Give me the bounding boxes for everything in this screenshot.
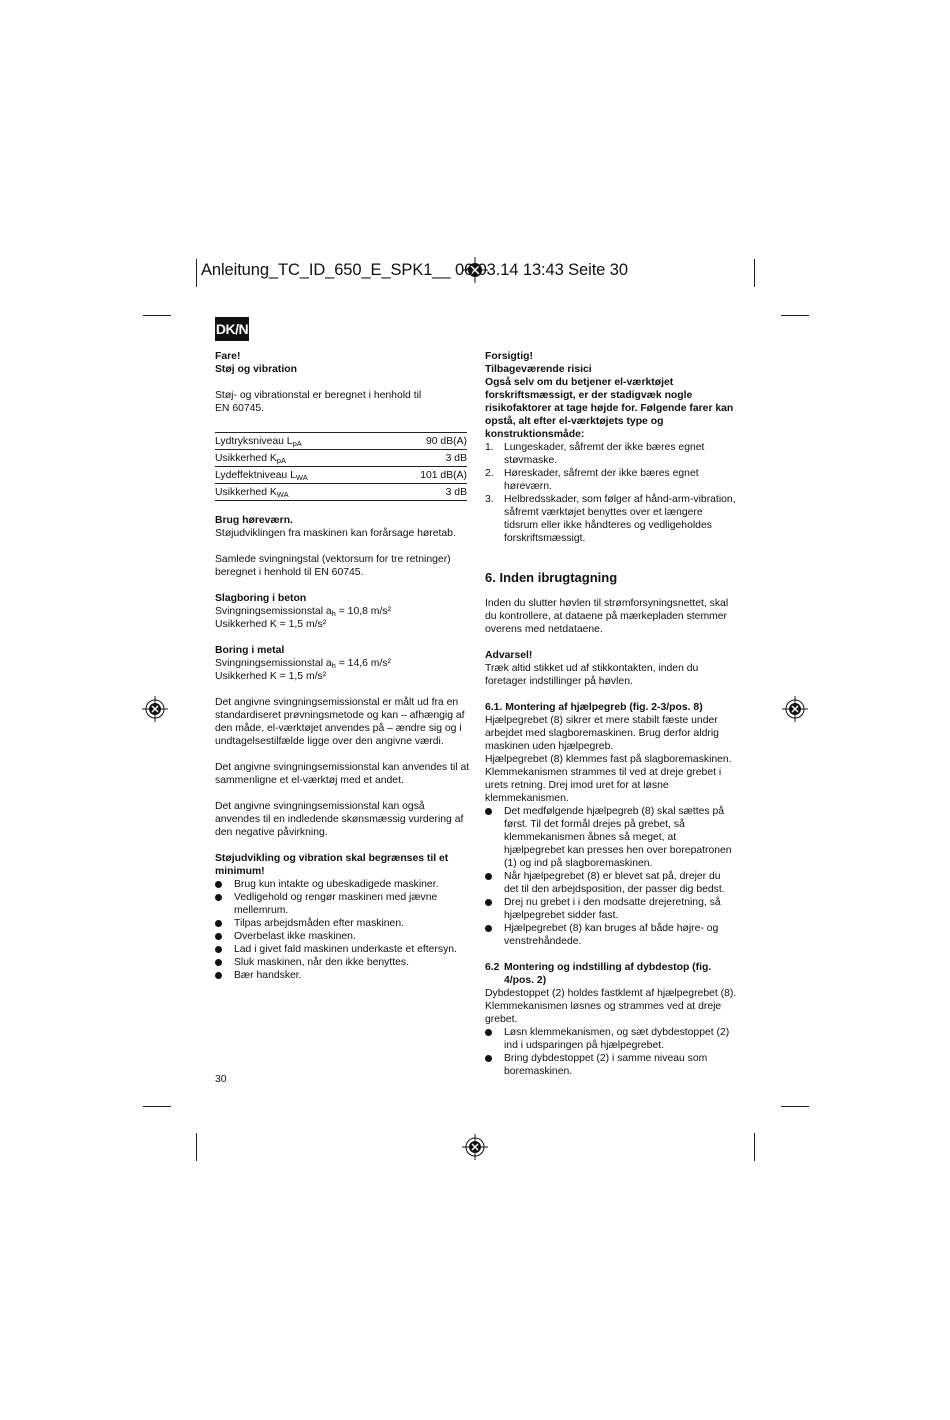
table-row (215, 467, 467, 484)
crop-mark (754, 1133, 755, 1161)
header-text-b: 13:43 Seite 30 (518, 261, 628, 279)
crop-mark (143, 1106, 171, 1107)
advarsel-text: Træk altid stikket ud af stikkontakten, inden du foretager indstillinger på høvlen. (485, 663, 699, 687)
paragraph-compare: Det angivne svingningsemissionstal kan anvendes til at sammenligne et el-værktøj med et andet. (215, 762, 470, 786)
list-item: 3. Helbredsskader, som følger af hånd-arm-vibration, såfremt værktøjet benyttes over et længere tidsrum eller ikke håndteres og vedligeholdes forskriftsmæssigt. (485, 494, 736, 544)
crop-mark (754, 259, 755, 287)
table-label: Lydtryksniveau L (215, 436, 293, 447)
slag-heading: Slagboring i beton (215, 593, 307, 604)
table-label: Lydeffektniveau L (215, 470, 296, 481)
metal-line-2: Usikkerhed K = 1,5 m/s² (215, 671, 327, 682)
list-item: Vedligehold og rengør maskinen med jævne mellemrum. (215, 891, 471, 917)
list-item: Lad i givet fald maskinen underkaste et eftersyn. (215, 943, 471, 956)
registration-mark-icon (782, 696, 808, 722)
subsection-6-2-list (485, 1026, 737, 1078)
crop-mark (196, 259, 197, 287)
risici-intro: Også selv om du betjener el-værktøjet forskriftsmæssigt, er der stadigvæk nogle risikofaktorer at tage højde for. Følgende farer kan opstå, alt efter el-værktøjets type og konstruktionsmåde: (485, 377, 734, 440)
list-item: Bring dybdestoppet (2) i samme niveau som boremaskinen. (485, 1052, 737, 1078)
subsection-6-1-list (485, 805, 737, 948)
paragraph-assessment: Det angivne svingningsemissionstal kan også anvendes til en indledende skønsmæssig vurdering af den negative påvirkning. (215, 801, 464, 838)
table-label-sub: WA (276, 490, 289, 499)
registration-mark-icon (142, 696, 168, 722)
crop-mark (143, 315, 171, 316)
slag-line-1: Svingningsemissionstal $a_h = 10,8$ m/s² (215, 606, 391, 618)
list-item: Løsn klemmekanismen, og sæt dybdestoppet (2) ind i udsparingen på hjælpegrebet. (485, 1026, 737, 1052)
risici-heading: Tilbageværende risici (485, 364, 592, 375)
table-value: 101 dB(A) (420, 470, 467, 481)
list-item: Brug kun intakte og ubeskadigede maskiner. (215, 878, 471, 891)
metal-line-1: Svingningsemissionstal $a_h = 14,6$ m/s² (215, 658, 391, 670)
page-number: 30 (215, 1074, 227, 1085)
table-row (215, 484, 467, 501)
risk-list (485, 441, 737, 545)
table-label-sub: pA (292, 439, 302, 448)
brug-heading: Brug høreværn. (215, 515, 293, 526)
header-text-a: Anleitung_TC_ID_650_E_SPK1__ 06.0 (201, 261, 487, 279)
print-slug-header (201, 261, 628, 280)
subsection-6-1-text-2: Hjælpegrebet (8) klemmes fast på slagboremaskinen. Klemmekanismen strammes til ved at dreje grebet i urets retning. Drej imod uret for at løsne klemmekanismen. (485, 754, 732, 804)
header-text-mid: 3.14 (486, 261, 519, 279)
list-item: Tilpas arbejdsmåden efter maskinen. (215, 917, 471, 930)
subsection-number: 6.2 (485, 962, 500, 973)
list-item: Hjælpegrebet (8) kan bruges af både højre- og venstrehåndede. (485, 922, 737, 948)
table-label: Usikkerhed K (215, 487, 277, 498)
list-item: 2. Høreskader, såfremt der ikke bæres egnet høreværn. (485, 468, 699, 492)
subsection-title: Montering og indstilling af dybdestop (fig. 4/pos. 2) (504, 962, 712, 986)
list-item: Når hjælpegrebet (8) er blevet sat på, drejer du det til den arbejdsposition, der passer dig bedst. (485, 870, 737, 896)
inden-text: Inden du slutter høvlen til strømforsyningsnettet, skal du kontrollere, at dataene på mærkepladen stemmer overens med netdataene. (485, 598, 729, 635)
advarsel-heading: Advarsel! (485, 650, 533, 661)
list-item: Drej nu grebet i i den modsatte drejeretning, så hjælpegrebet sidder fast. (485, 896, 737, 922)
crop-mark (781, 1106, 809, 1107)
table-label-sub: pA (276, 456, 286, 465)
left-column (215, 350, 471, 982)
crop-mark (196, 1133, 197, 1161)
right-column (485, 350, 737, 1078)
slag-line-2: Usikkerhed K = 1,5 m/s² (215, 619, 327, 630)
paragraph-measurement: Det angivne svingningsemissionstal er målt ud fra en standardiseret prøvningsmetode og kan – afhængig af den måde, el-værktøjet anvendes på – ændre sig og i undtagelsestilfælde ligge over den angivne værdi. (215, 697, 465, 747)
subsection-6-1-heading: 6.1. Montering af hjælpegreb (fig. 2-3/pos. 8) (485, 702, 703, 713)
minimum-list (215, 878, 471, 982)
list-item: 1. Lungeskader, såfremt der ikke bæres egnet støvmaske. (485, 442, 705, 466)
language-badge: DK/N (215, 317, 249, 341)
subsection-6-2-text: Dybdestoppet (2) holdes fastklemt af hjælpegrebet (8). Klemmekanismen løsnes og strammes ved at dreje grebet. (485, 988, 737, 1025)
minimum-heading: Støjudvikling og vibration skal begrænses til et minimum! (215, 853, 449, 877)
table-value: 3 dB (445, 453, 467, 464)
noise-table (215, 432, 467, 501)
list-item: Det medfølgende hjælpegreb (8) skal sættes på først. Til det formål drejes på grebet, så klemmekanismen åbnes så meget, at hjælpegrebet kan presses hen over borepatronen (1) og ind på slagboremaskinen. (485, 805, 737, 870)
registration-mark-icon (462, 1134, 488, 1160)
table-row (215, 450, 467, 467)
table-row (215, 433, 467, 450)
list-item: Sluk maskinen, når den ikke benyttes. (215, 956, 471, 969)
stoj-heading: Støj og vibration (215, 364, 297, 375)
table-label: Usikkerhed K (215, 453, 277, 464)
section-heading: 6. Inden ibrugtagning (485, 570, 618, 585)
table-label-sub: WA (295, 473, 308, 482)
brug-text: Støjudviklingen fra maskinen kan forårsage høretab. (215, 528, 456, 539)
list-item: Bær handsker. (215, 969, 471, 982)
table-value: 3 dB (445, 487, 467, 498)
fare-heading: Fare! (215, 351, 241, 362)
list-item: Overbelast ikke maskinen. (215, 930, 471, 943)
crop-mark (781, 315, 809, 316)
samlede-text: Samlede svingningstal (vektorsum for tre retninger) beregnet i henhold til EN 60745. (215, 554, 451, 578)
metal-heading: Boring i metal (215, 645, 285, 656)
forsigtig-heading: Forsigtig! (485, 351, 533, 362)
subsection-6-2-heading (485, 961, 737, 987)
table-value: 90 dB(A) (425, 436, 467, 447)
stoj-text: Støj- og vibrationstal er beregnet i henhold til EN 60745. (215, 390, 422, 414)
subsection-6-1-text-1: Hjælpegrebet (8) sikrer et mere stabilt fæste under arbejdet med slagboremaskinen. Brug derfor aldrig maskinen uden hjælpegreb. (485, 715, 719, 752)
